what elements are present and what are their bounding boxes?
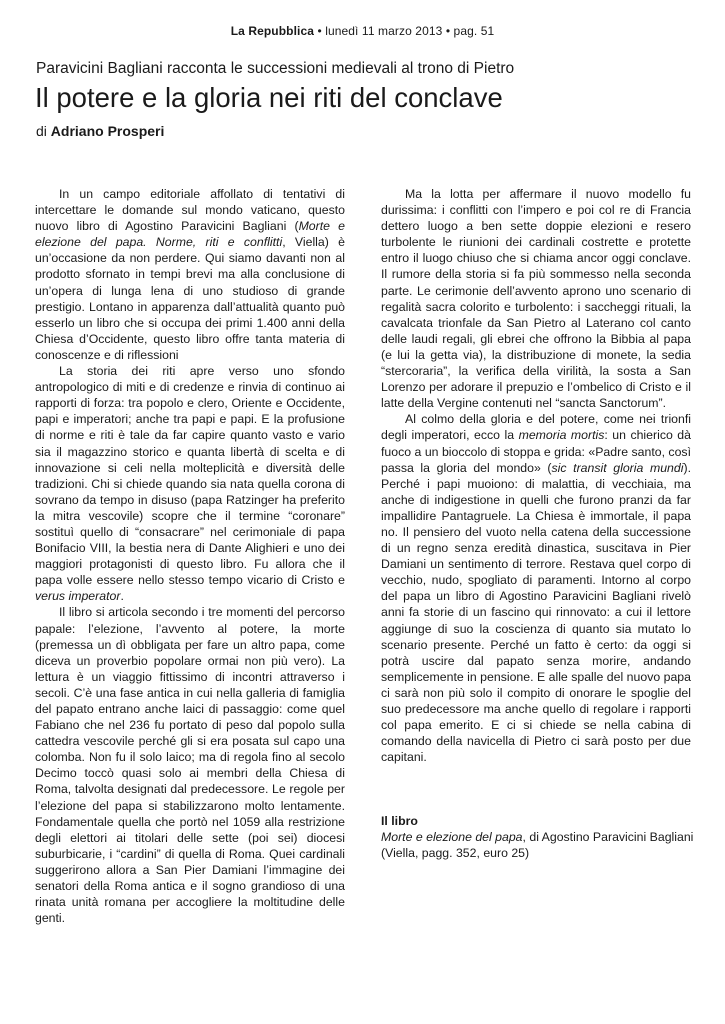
paragraph	[381, 411, 691, 765]
paragraph: Il libro si articola secondo i tre momenti del percorso papale: l’elezione, l’avvento al potere, la morte (premessa un dì obbligata per fare un altro papa, come diceva un proverbio popolare ormai non più vero). La lettura è un viaggio fittissimo di incontri attraverso i secoli. C’è una fase antica in cui nella galleria di famiglia del papato entrano anche laici di passaggio: come quel Fabiano che nel 236 fu portato di peso dal popolo sulla cattedra vescovile perché gli si era posata sul capo una colomba. Non fu il solo laico; ma di regola fino al secolo Decimo toccò quasi solo ai membri della Chiesa di Roma, talvolta designati dal predecessore. Le regole per l’elezione del papa si stabilizzarono molto lentamente. Fondamentale quella che portò nel 1059 alla restrizione degli elettori ai titolari delle sette (poi sei) diocesi suburbicarie, i “cardini” di quella di Roma. Quei cardinali suggerirono allora a San Pier Damiani l’immagine dei senatori della Roma antica e il sogno grandioso di una rinata unità romana per accogliere la moltitudine delle genti.	[35, 605, 345, 926]
newspaper-name: La Repubblica	[230, 24, 315, 38]
text-run: Al colmo della gloria e del potere, come nei trionfi degli imperatori, ecco la	[381, 412, 691, 443]
page-header	[0, 24, 725, 38]
paragraph: Ma la lotta per affermare il nuovo modello fu durissima: i conflitti con l’impero e poi col re di Francia dettero luogo a ben sette doppie elezioni e resero turbolente le riunioni dei cardinali costrette e protette entro il luogo chiuso che si chiama ancor oggi conclave. Il rumore della storia si fa più sommesso nella seconda parte. Le cerimonie dell’avvento aprono uno scenario di regalità sacra colorito e turbolento: i saccheggi rituali, la cavalcata trionfale da San Pietro al Laterano col canto delle laudi regali, gli ebrei che offrono la Bibbia al papa (e lui la getta via), la distribuzione di monete, la sedia “stercoraria”, la verifica della virilità, la sosta a San Lorenzo per adorare il prepuzio e l’ombelico di Cristo e il latte della Vergine contenuti nel “sancta Sanctorum”.	[381, 187, 691, 411]
text-run: In un campo editoriale affollato di tentativi di intercettare le domande sul mondo vaticano, questo nuovo libro di Agostino Paravicini Bagliani (	[35, 187, 345, 234]
book-title-inline: Morte e elezione del papa. Norme, riti e conflitti	[35, 219, 345, 250]
latin-phrase: sic transit gloria mundi	[551, 460, 684, 475]
book-info-box	[381, 813, 696, 861]
text-run: : un chierico dà fuoco a un bioccolo di stoppa e grida: «Padre santo, così passa la gloria del mondo» (	[381, 428, 691, 475]
book-box-heading: Il libro	[381, 814, 418, 828]
article-kicker: Paravicini Bagliani racconta le successioni medievali al trono di Pietro	[36, 60, 515, 77]
left-column	[35, 186, 345, 926]
author-name: Adriano Prosperi	[50, 123, 165, 139]
text-run: La storia dei riti apre verso uno sfondo antropologico di miti e di credenze e rinvia di continuo ai rapporti di forza: tra popolo e clero, Oriente e Occidente, papi e imperatori; anche tra papi e papi. E la profusione di norme e riti è tale da far capire quanto vasto e vario sia il magazzino storico e quanta libertà di scelta e di innovazione si celi nella molteplicità e diversità delle tradizioni. Chi si chiede quando sia nata quella corona di sovrano da tempo in disuso (papa Ratzinger ha preferito la mitra vescovile) scopre che il termine “coronare” sostituì quello di “consacrare” nel cerimoniale di papa Bonifacio VIII, la bestia nera di Dante Alighieri e uno dei maggiori protagonisti di questo libro. Fu allora che il papa volle essere nello stesso tempo vicario di Cristo e	[35, 364, 345, 588]
issue-date-page: • lunedì 11 marzo 2013 • pag. 51	[314, 24, 495, 38]
text-run: , Viella) è un’occasione da non perdere. Qui siamo davanti non al prodotto sfornato in tempi brevi ma alla conclusione di un’opera di lunga lena di uno studioso di grande prestigio. Lontano in apparenza dall’attualità quanto può esserlo un libro che si occupa dei primi 1.400 anni della Chiesa d’Occidente, questo libro offre tanta materia di conoscenze e di riflessioni	[35, 235, 345, 362]
text-run: ). Perché i papi muoiono: di malattia, di vecchiaia, ma anche di indigestione in quelli che furono pranzi da far impallidire Pantagruele. La Chiesa è immortale, il papa no. Il pensiero del vuoto nella catena della successione di un regno senza eredità dinastica, suscitava in Pier Damiani un sentimento di terrore. Restava quel corpo di vecchio, nudo, spogliato di paramenti. Intorno al corpo del papa un libro di Agostino Paravicini Bagliani rivelò anni fa storie di un fascino qui rinnovato: a cui il lettore aggiunge di suo la coscienza di quanto sia mutato lo scenario presente. Perché un fatto è certo: da oggi si potrà uscire dal papato senza morire, andando semplicemente in pensione. E alle spalle del nuovo papa ci sarà non più solo il compito di onorare le spoglie del suo predecessore ma anche quello di regolare i rapporti col papa emerito. E ci si chiede se nella cabina di comando della navicella di Pietro ci sarà posto per due capitani.	[381, 460, 691, 765]
latin-phrase: memoria mortis	[518, 428, 605, 443]
paragraph	[35, 186, 345, 363]
latin-phrase: verus imperator	[35, 589, 121, 604]
article-title: Il potere e la gloria nei riti del conclave	[35, 82, 503, 113]
right-column	[381, 186, 691, 765]
byline-prefix: di	[36, 123, 51, 139]
text-run: .	[120, 589, 124, 604]
book-details: , di Agostino Paravicini Bagliani (Viella, pagg. 352, euro 25)	[381, 830, 694, 860]
book-title: Morte e elezione del papa	[381, 830, 523, 844]
byline	[36, 122, 164, 140]
paragraph	[35, 363, 345, 604]
